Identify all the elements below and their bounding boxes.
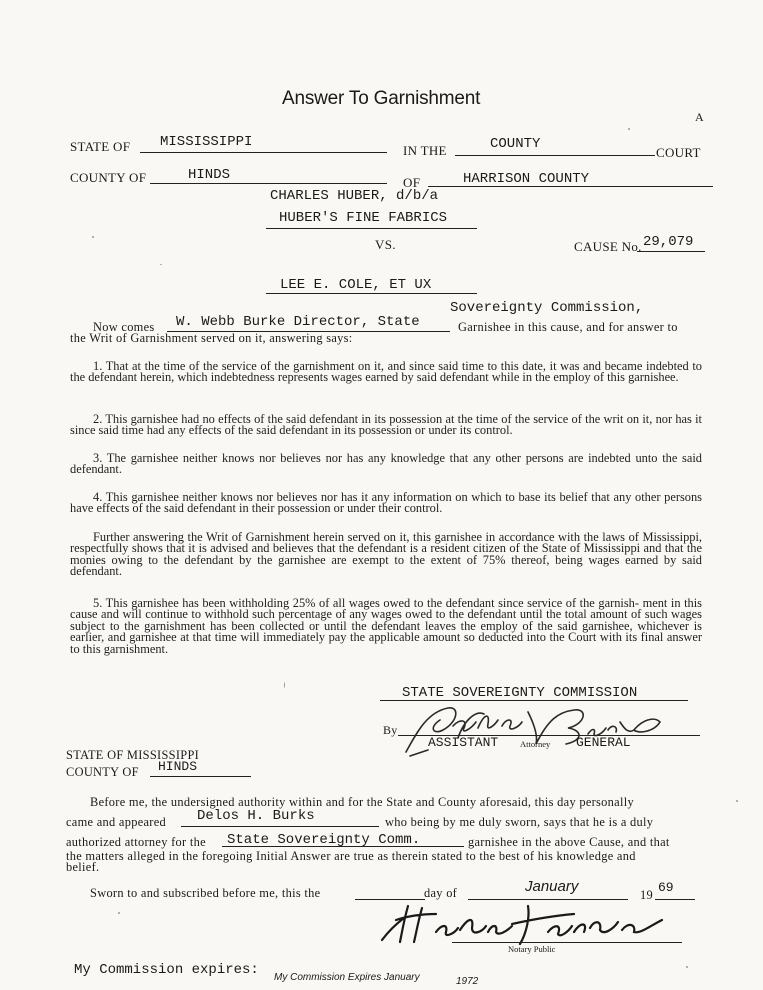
verification-county-label: COUNTY OF (66, 765, 139, 779)
scan-speck (628, 128, 630, 130)
verification-line-4: the matters alleged in the foregoing Initial Answer are true as therein stated to the best of his knowledge and (66, 849, 636, 863)
paragraph-further-rest: laws of Mississippi, respectfully shows that it is advised and believes that the defendant is a resident citizen of the State of Mississippi and that the monies owing to the defendant by the garnishee are exempt to the extent of 75% thereof, being wages earned by said defendant. (70, 530, 703, 579)
county-underline (150, 183, 387, 184)
cause-number-label: CAUSE No. (574, 239, 642, 254)
affiant-underline (181, 826, 379, 827)
verification-county-underline (150, 776, 251, 777)
paragraph-1-first-line: 1. That at the time of the service of the garnishment on it, and since said time to this date, it was and (93, 359, 601, 373)
title-attorney: Attorney (520, 739, 551, 749)
scan-speck (118, 912, 120, 914)
scan-speck (686, 966, 688, 968)
paragraph-4 (70, 492, 702, 515)
paragraph-2-first-line: 2. This garnishee had no effects of the said defendant in its possession at the time of the service of the (93, 412, 601, 426)
year-prefix: 19 (640, 888, 653, 902)
signature-org: STATE SOVEREIGNTY COMMISSION (402, 685, 638, 701)
garnishee-name-continued: Sovereignty Commission, (450, 300, 644, 316)
title-general: GENERAL (576, 735, 631, 750)
verification-county-value: HINDS (158, 759, 198, 774)
verification-line-3-after: garnishee in the above Cause, and that (468, 835, 670, 849)
plaintiff-line-1: CHARLES HUBER, d/b/a (270, 188, 439, 204)
court-county-value: HARRISON COUNTY (463, 171, 590, 187)
state-of-label: STATE OF (70, 139, 131, 154)
paragraph-5 (70, 598, 702, 655)
by-label: By (383, 723, 398, 737)
verification-line-5: belief. (66, 860, 100, 874)
paragraph-3 (70, 453, 702, 476)
paragraph-4-rest: other persons have effects of the said defendant in their possession or under their control. (70, 490, 702, 516)
notary-signature (378, 898, 668, 948)
attorney-signature (398, 700, 668, 760)
commission-stamp: My Commission Expires January (274, 972, 420, 983)
paragraph-1-rest: became indebted to the defendant herein, which indebtedness represents wages earned by said defendant while in the employ of this garnishee. (70, 359, 702, 385)
state-underline (140, 152, 387, 153)
came-appeared-label: came and appeared (66, 815, 167, 829)
form-corner-letter: A (695, 110, 704, 124)
cause-number-underline (637, 251, 705, 252)
year-value: 69 (658, 880, 674, 895)
document-title: Answer To Garnishment (282, 88, 481, 109)
paragraph-1 (70, 361, 702, 384)
verification-line-1: Before me, the undersigned authority within and for the State and County aforesaid, this day personally (90, 795, 634, 809)
paragraph-4-first-line: 4. This garnishee neither knows nor believes nor has it any information on which to base its belief that any (93, 490, 632, 504)
paragraph-3-first-line: 3. The garnishee neither knows nor believes nor has any knowledge that any other persons are indebted (93, 451, 631, 465)
in-the-label: IN THE (403, 143, 447, 158)
cause-number-value: 29,079 (643, 234, 694, 250)
month-value: January (525, 878, 579, 895)
plaintiff-line-2: HUBER'S FINE FABRICS (279, 210, 448, 226)
county-of-label: COUNTY OF (70, 170, 147, 185)
sworn-label: Sworn to and subscribed before me, this the (90, 886, 321, 900)
court-label: COURT (656, 145, 701, 160)
day-of-label: day of (424, 886, 458, 900)
plaintiff-underline (266, 228, 477, 229)
notary-public-label: Notary Public (508, 944, 556, 954)
paragraph-2-rest: writ on it, nor has it since said time had any effects of the said defendant in its possession or under its control. (70, 412, 702, 438)
county-value: HINDS (188, 167, 231, 183)
court-type-value: COUNTY (490, 136, 541, 152)
verification-line-2-after: who being by me duly sworn, says that he is a duly (385, 815, 654, 829)
paragraph-3-rest: unto the said defendant. (70, 451, 702, 477)
scan-speck (160, 264, 162, 265)
title-assistant: ASSISTANT (428, 735, 499, 750)
notary-signature-line (452, 942, 682, 943)
scan-speck (92, 236, 94, 238)
paragraph-further-first-line: Further answering the Writ of Garnishment herein served on it, this garnishee in accordance with the (93, 530, 599, 544)
paragraph-5-first-line: 5. This garnishee has been withholding 25% of all wages owed to the defendant since service of the garnish- (93, 596, 639, 610)
affiant-name: Delos H. Burks (197, 808, 315, 824)
versus-label: VS. (375, 237, 396, 252)
paragraph-2 (70, 414, 702, 437)
commission-expires-label: My Commission expires: (74, 962, 259, 978)
scan-speck (736, 800, 738, 802)
client-name: State Sovereignty Comm. (227, 832, 421, 848)
scan-speck (284, 682, 285, 688)
paragraph-further (70, 532, 702, 578)
of-label: OF (403, 175, 421, 190)
court-type-underline (455, 155, 655, 156)
intro-line-2: the Writ of Garnishment served on it, answering says: (70, 331, 353, 345)
verification-state: STATE OF MISSISSIPPI (66, 748, 200, 762)
commission-year: 1972 (456, 976, 479, 987)
now-comes-label: Now comes (93, 320, 155, 334)
defendant-underline (266, 293, 477, 294)
paragraph-5-rest: ment in this cause and will continue to withhold such percentage of any wages owed to the defendant until the total amount of such wages subject to the garnishment has been collected or until the defendant leaves the employ of the said garnishee, whichever is earlier, and garnishee at that time will immediately pay the applicable amount so deducted into the Court with its final answer to this garnishment. (70, 596, 703, 656)
authorized-label: authorized attorney for the (66, 835, 206, 849)
garnishee-name: W. Webb Burke Director, State (176, 314, 420, 330)
state-value: MISSISSIPPI (160, 134, 253, 150)
defendant-name: LEE E. COLE, ET UX (280, 277, 432, 293)
intro-text-after: Garnishee in this cause, and for answer to (458, 320, 678, 334)
